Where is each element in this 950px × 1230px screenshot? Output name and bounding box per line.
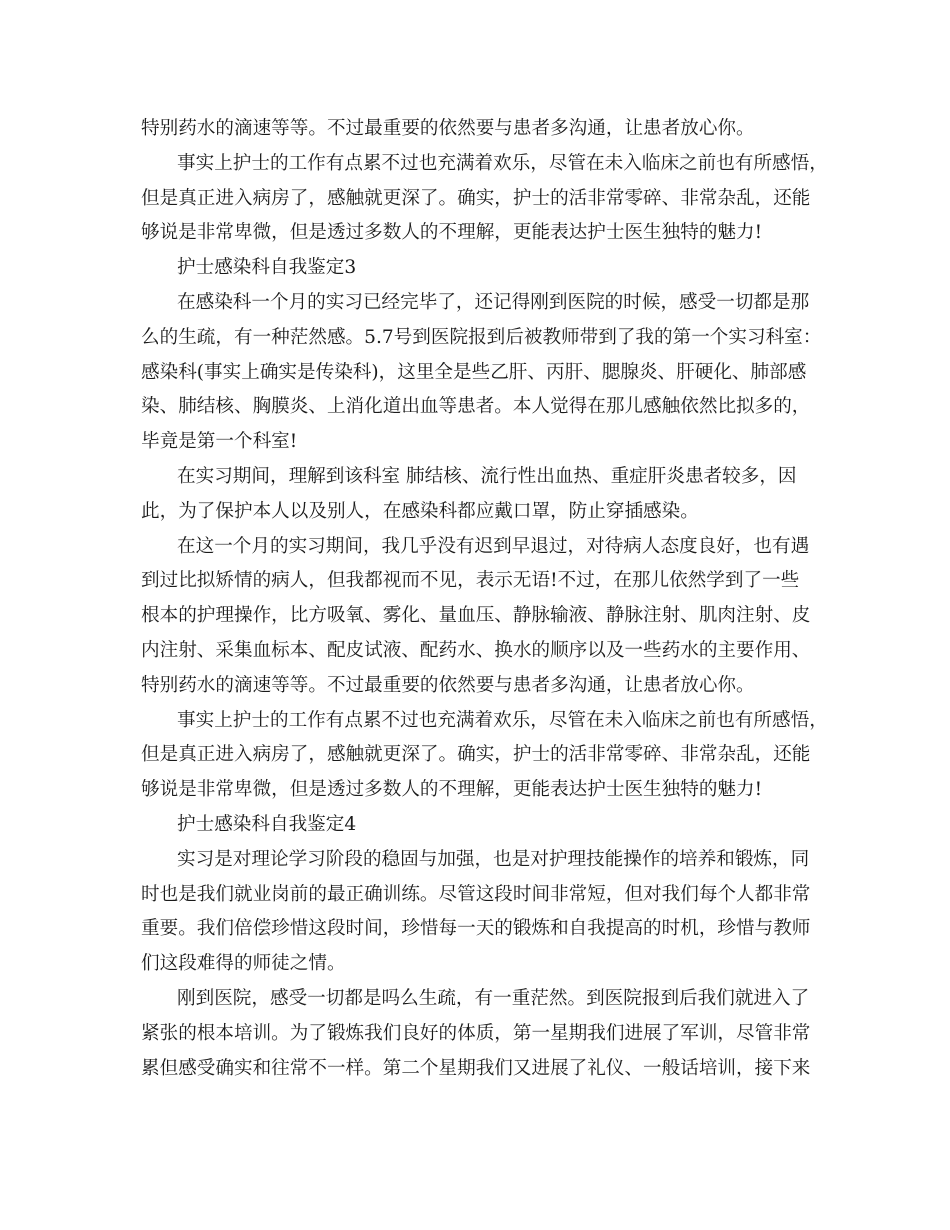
text-line: 到过比拟矫情的病人，但我都视而不见，表示无语!不过，在那儿依然学到了一些 — [141, 570, 800, 592]
text-line: 够说是非常卑微，但是透过多数人的不理解，更能表达护士医生独特的魅力! — [141, 222, 763, 244]
text-line: 内注射、采集血标本、配皮试液、配药水、换水的顺序以及一些药水的主要作用、 — [141, 639, 811, 661]
text-line: 事实上护士的工作有点累不过也充满着欢乐，尽管在未入临床之前也有所感悟， — [177, 152, 828, 174]
text-line: 么的生疏，有一种茫然感。5.7号到医院报到后被教师带到了我的第一个实习科室： — [141, 326, 822, 348]
text-line: 实习是对理论学习阶段的稳固与加强，也是对护理技能操作的培养和锻炼，同 — [177, 848, 810, 870]
text-line: 紧张的根本培训。为了锻炼我们良好的体质，第一星期我们进展了军训，尽管非常 — [141, 1022, 811, 1044]
text-line: 在实习期间，理解到该科室 肺结核、流行性出血热、重症肝炎患者较多，因 — [177, 465, 797, 487]
text-line: 根本的护理操作，比方吸氧、雾化、量血压、静脉输液、静脉注射、肌肉注射、皮 — [141, 605, 811, 627]
section-heading: 护士感染科自我鉴定3 — [177, 257, 357, 279]
text-line: 但是真正进入病房了，感触就更深了。确实，护士的活非常零碎、非常杂乱，还能 — [141, 744, 811, 766]
text-line: 在这一个月的实习期间，我几乎没有迟到早退过，对待病人态度良好，也有遇 — [177, 535, 810, 557]
text-line: 重要。我们倍偿珍惜这段时间，珍惜每一天的锻炼和自我提高的时机，珍惜与教师 — [141, 918, 811, 940]
text-line: 毕竟是第一个科室! — [141, 431, 298, 453]
text-line: 时也是我们就业岗前的最正确训练。尽管这段时间非常短，但对我们每个人都非常 — [141, 883, 811, 905]
text-line: 累但感受确实和往常不一样。第二个星期我们又进展了礼仪、一般话培训，接下来 — [141, 1057, 811, 1079]
text-line: 够说是非常卑微，但是透过多数人的不理解，更能表达护士医生独特的魅力! — [141, 779, 763, 801]
text-line: 染、肺结核、胸膜炎、上消化道出血等患者。本人觉得在那儿感触依然比拟多的， — [141, 396, 811, 418]
document-body — [141, 112, 826, 1086]
text-line: 但是真正进入病房了，感触就更深了。确实，护士的活非常零碎、非常杂乱，还能 — [141, 187, 811, 209]
section-heading: 护士感染科自我鉴定4 — [177, 813, 357, 835]
text-line: 特别药水的滴速等等。不过最重要的依然要与患者多沟通，让患者放心你。 — [141, 674, 755, 696]
text-line: 感染科(事实上确实是传染科)，这里全是些乙肝、丙肝、腮腺炎、肝硬化、肺部感 — [141, 361, 807, 383]
text-line: 特别药水的滴速等等。不过最重要的依然要与患者多沟通，让患者放心你。 — [141, 118, 755, 139]
text-line: 刚到医院，感受一切都是吗么生疏，有一重茫然。到医院报到后我们就进入了 — [177, 987, 810, 1009]
text-line: 事实上护士的工作有点累不过也充满着欢乐，尽管在未入临床之前也有所感悟， — [177, 709, 828, 731]
text-line: 们这段难得的师徒之情。 — [141, 953, 346, 975]
text-line: 在感染科一个月的实习已经完毕了，还记得刚到医院的时候，感受一切都是那 — [177, 291, 810, 313]
text-line: 此，为了保护本人以及别人，在感染科都应戴口罩，防止穿插感染。 — [141, 500, 699, 522]
